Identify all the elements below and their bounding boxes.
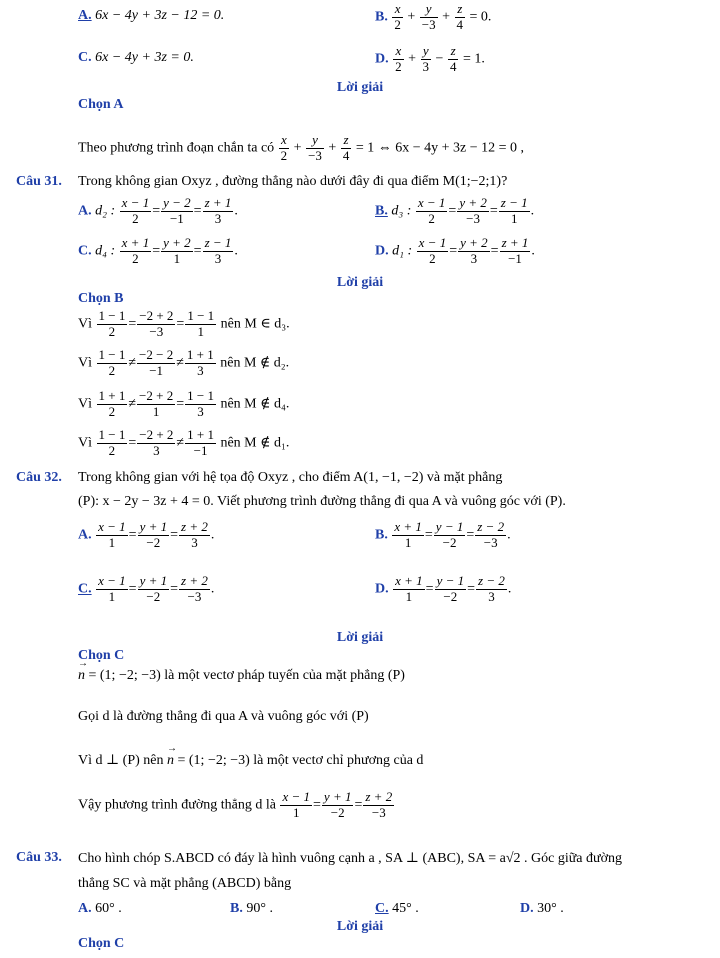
solution-header: Lời giải [336,630,384,645]
question-stem: Trong không gian với hệ tọa độ Oxyz , cho điểm A(1, −1, −2) và mặt phẳng [78,470,503,485]
q30-option-c [78,50,194,66]
q33-option-a: A. 60° . [78,901,122,916]
solution-header: Lời giải [336,80,384,95]
fraction: $\frac{z}{4}$ [456,1,463,32]
option-label: A. [78,527,92,543]
question-stem: Cho hình chóp S.ABCD có đáy là hình vuông cạnh a , SA ⊥ (ABC), SA = a√2 . Góc giữa đường [78,851,623,866]
fraction: $\frac{y}{-3}$ [421,1,436,32]
option-label: B. [230,901,243,916]
q31-reason-3: Vì $\frac{1 + 1}{2}$ ≠ $\frac{-2 + 2}{1}$ = $\frac{1 - 1}{3}$ nên M ∉ d₄. [78,388,290,419]
solution-header: Lời giải [336,275,384,290]
option-text: 6x − 4y + 3z = 0. [95,50,194,65]
q31-option-a: A. d₂ : $\frac{x - 1}{2}$ = $\frac{y - 2}{-1}$ = $\frac{z + 1}{3}$ . [78,195,238,226]
option-label: C. [78,581,92,597]
q31-reason-2: Vì $\frac{1 - 1}{2}$ ≠ $\frac{-2 - 2}{-1}$ ≠ $\frac{1 + 1}{3}$ nên M ∉ d₂. [78,347,290,378]
q32-solution-3: Vì d ⊥ (P) nên → n = (1; −2; −3) là một vectơ chỉ phương của d [78,752,423,769]
option-label: C. [78,243,92,259]
q31-reason-1: Vì $\frac{1 - 1}{2}$ = $\frac{-2 + 2}{-3}$ = $\frac{1 - 1}{1}$ nên M ∈ d₃. [78,308,290,339]
q30-explanation: Theo phương trình đoạn chắn ta có $\frac{x}{2}$ + $\frac{y}{-3}$ + $\frac{z}{4}$ = 1 ⇔ 6x − 4y + 3z − 12 = 0 , [78,132,525,163]
question-number: Câu 31. [16,174,62,189]
solution-header: Lời giải [336,919,384,934]
option-label: A. [78,901,92,916]
q31-option-b: B. d₃ : $\frac{x - 1}{2}$ = $\frac{y + 2}{-3}$ = $\frac{z - 1}{1}$ . [375,195,535,226]
vector-n: → n [167,753,174,769]
option-label: C. [78,50,92,65]
question-stem: Trong không gian Oxyz , đường thẳng nào dưới đây đi qua điểm M(1;−2;1)? [78,174,508,189]
q33-option-c: C. 45° . [375,901,419,916]
option-label: B. [375,9,388,25]
q31-option-d: D. d₁ : $\frac{x - 1}{2}$ = $\frac{y + 2}{3}$ = $\frac{z + 1}{-1}$ . [375,235,535,266]
option-label: B. [375,203,388,219]
option-label: D. [375,243,389,259]
q30-option-a [78,8,224,24]
answer-choice: Chọn A [78,97,124,112]
option-text: 6x − 4y + 3z − 12 = 0. [95,8,225,23]
vector-n: → n [78,668,85,684]
question-number: Câu 32. [16,470,62,485]
question-number: Câu 33. [16,850,62,865]
q32-option-a: A. $\frac{x - 1}{1}$ = $\frac{y + 1}{-2}$ = $\frac{z + 2}{3}$ . [78,519,215,550]
q32-option-b: B. $\frac{x + 1}{1}$ = $\frac{y - 1}{-2}$ = $\frac{z - 2}{-3}$ . [375,519,511,550]
q31-reason-4: Vì $\frac{1 - 1}{2}$ = $\frac{-2 + 2}{3}$ ≠ $\frac{1 + 1}{-1}$ nên M ∉ d₁. [78,427,290,458]
answer-choice: Chọn C [78,936,125,951]
q30-option-b: B. $\frac{x}{2}$ + $\frac{y}{-3}$ + $\frac{z}{4}$ = 0. [375,1,492,32]
q32-solution-4: Vậy phương trình đường thẳng d là $\frac{x - 1}{1}$ = $\frac{y + 1}{-2}$ = $\frac{z + 2}{-3}$ [78,789,393,820]
answer-choice: Chọn B [78,291,124,306]
option-label: D. [520,901,534,916]
option-label: C. [375,901,389,916]
q33-option-b: B. 90° . [230,901,273,916]
q32-option-d: D. $\frac{x + 1}{1}$ = $\frac{y - 1}{-2}$ = $\frac{z - 2}{3}$ . [375,573,512,604]
answer-choice: Chọn C [78,648,125,663]
question-stem-line2: thẳng SC và mặt phẳng (ABCD) bằng [78,876,292,891]
q31-option-c: C. d₄ : $\frac{x + 1}{2}$ = $\frac{y + 2}{1}$ = $\frac{z - 1}{3}$ . [78,235,238,266]
fraction: $\frac{x}{2}$ [394,1,401,32]
q33-option-d: D. 30° . [520,901,564,916]
q32-option-c: C. $\frac{x - 1}{1}$ = $\frac{y + 1}{-2}$ = $\frac{z + 2}{-3}$ . [78,573,215,604]
option-label: D. [375,51,389,67]
option-label: A. [78,8,92,23]
q32-solution-1: → n = (1; −2; −3) là một vectơ pháp tuyến của mặt phẳng (P) [78,668,405,684]
option-label: B. [375,527,388,543]
q32-solution-2: Gọi d là đường thẳng đi qua A và vuông góc với (P) [78,709,369,724]
question-stem-line2: (P): x − 2y − 3z + 4 = 0. Viết phương trình đường thẳng đi qua A và vuông góc với (P). [78,494,566,509]
q30-option-d: D. $\frac{x}{2}$ + $\frac{y}{3}$ − $\frac{z}{4}$ = 1. [375,43,485,74]
option-label: D. [375,581,389,597]
option-label: A. [78,203,92,219]
